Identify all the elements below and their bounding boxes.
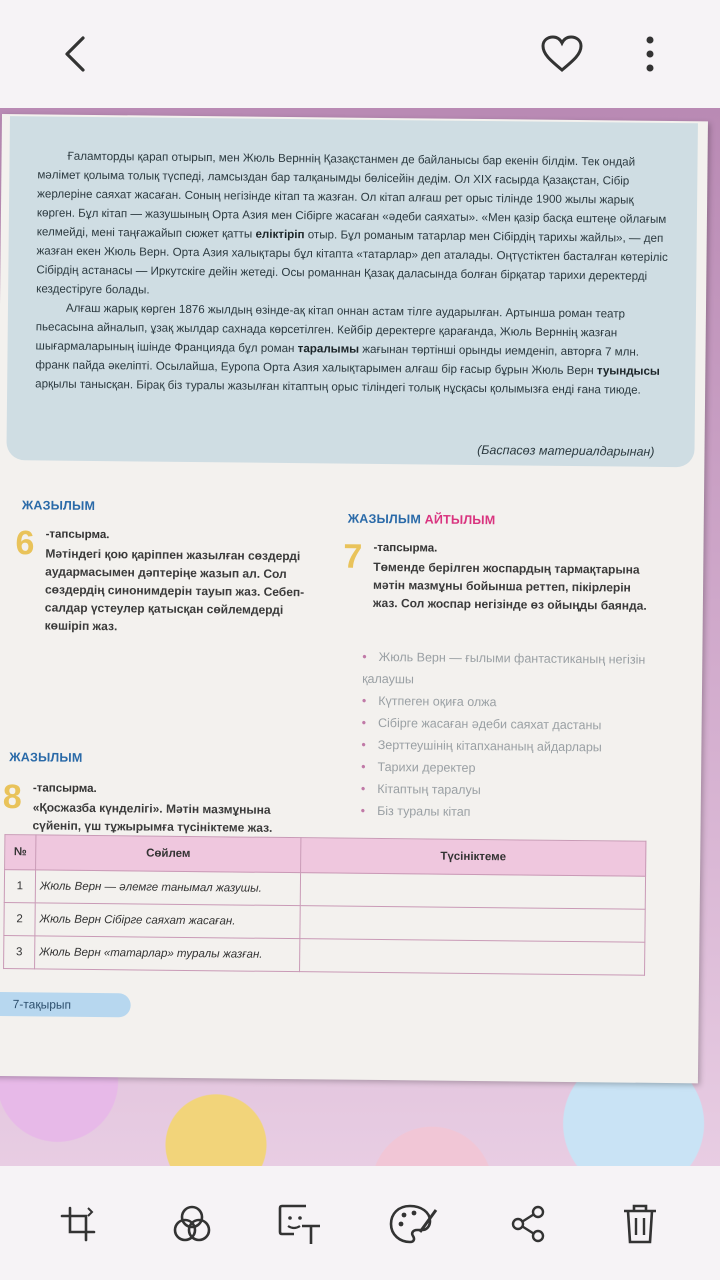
task6-text: Мәтіндегі қою қаріппен жазылған сөздерді аудармасымен дәптеріңе жазып ал. Сол сөздердің синонимдерін тауып жаз. Себеп-салдар үстеулер қатысқан сөйлемдерді көшіріп жаз. [44, 546, 305, 634]
favorite-button[interactable] [532, 24, 592, 84]
reading-passage [35, 146, 670, 400]
topic-label: 7-тақырып [0, 992, 131, 1017]
task7-heading-writing: ЖАЗЫЛЫМ [347, 511, 422, 527]
trash-icon [620, 1202, 660, 1246]
task7-heading [348, 512, 496, 528]
text-sticker-button[interactable] [270, 1194, 330, 1254]
row-sentence: Жюль Верн «татарлар» туралы жазған. [35, 936, 300, 972]
row-sentence: Жюль Верн Сібірге саяхат жасаған. [35, 903, 300, 939]
back-arrow-icon [59, 34, 93, 74]
more-options-button[interactable] [620, 24, 680, 84]
text-sticker-icon [276, 1202, 324, 1246]
paragraph-1: Ғаламторды қарап отырып, мен Жюль Верннің Қазақстанмен де байланысы бар екенін білдім. Тек ондай мәлімет қолыма толық түспеді, ламсыздан бар талқанымды бөлісейін дедім. Ол XIX ғасырда Қазақстан, Сібір жерлеріне саяхат жасаған. Соның негізінде кітап та жазған. Ол кітап алғаш рет орыс тілінде 1900 жылы жарық көрген. Бұл кітап — жазушының Орта Азия мен Сібірге жасаған «әдеби саяхаты». «Мен қазір басқа ештеңе ойлағым келмейді, мені таңғажайып сюжет қатты [36, 149, 667, 241]
paragraph-2: Алғаш жарық көрген 1876 жылдың өзінде-ақ кітап оннан астам тілге аударылған. Артынша роман театр пьесасына айналып, ұзақ жылдар сахнада көрсетілген. Кейбір деректерге қарағанда, Жюль Верннің жазған шығармаларының ішінде Францияда бұл роман [35, 301, 626, 356]
task7-heading-speaking: АЙТЫЛЫМ [424, 512, 496, 528]
filter-button[interactable] [162, 1194, 222, 1254]
palette-icon [388, 1202, 440, 1246]
top-toolbar [0, 0, 720, 108]
textbook-page [0, 114, 708, 1083]
task7-plan-list [361, 646, 663, 825]
task7-text: Төменде берілген жоспардың тармақтарына мәтін мазмұны бойынша реттеп, пікірлерін жаз. Сол жоспар негізінде өз ойыңды баянда. [372, 559, 647, 613]
header-comment: Түсініктеме [301, 838, 646, 877]
list-item: • Кітаптың таралуы [361, 778, 661, 803]
list-item: • Жюль Верн — ғылыми фантастиканың негізін қалаушы [362, 646, 662, 693]
list-item: • Зерттеушінің кітапхананың айдарлары [361, 734, 661, 759]
source-citation: (Баспасөз материалдарынан) [477, 442, 655, 459]
header-sentence: Сөйлем [36, 835, 301, 873]
row-sentence: Жюль Верн — әлемге танымал жазушы. [35, 870, 300, 906]
bottom-toolbar [0, 1166, 720, 1280]
task6-heading: ЖАЗЫЛЫМ [21, 498, 96, 513]
task6-label: -тапсырма. [45, 528, 110, 542]
row-comment [300, 873, 645, 910]
list-item: • Күтпеген оқиға олжа [362, 690, 662, 715]
delete-button[interactable] [610, 1194, 670, 1254]
task8-number: 8 [2, 778, 22, 817]
paint-button[interactable] [384, 1194, 444, 1254]
list-item: • Тарихи деректер [361, 756, 661, 781]
paragraph-2b: жағынан төртінші орынды иемденіп, авторға 7 млн. франк пайда әкеліпті. Осылайша, Еуропа Орта Азия халықтарымен алғаш бір ғасыр бұрын Жюль Верн [35, 342, 640, 378]
filter-icon [170, 1204, 214, 1244]
task6-number: 6 [15, 524, 35, 563]
task8-text: «Қосжазба күнделігі». Мәтін мазмұнына сүйеніп, үш тұжырымға түсініктеме жаз. [32, 800, 273, 835]
task8-label: -тапсырма. [32, 782, 97, 796]
table-row [4, 936, 645, 976]
task8-heading: ЖАЗЫЛЫМ [9, 750, 83, 765]
heart-icon [540, 34, 584, 74]
task7-number: 7 [343, 537, 363, 576]
back-button[interactable] [46, 24, 106, 84]
share-icon [508, 1204, 548, 1244]
row-number: 1 [4, 870, 35, 903]
list-item: • Біз туралы кітап [361, 800, 661, 825]
crop-rotate-icon [58, 1204, 98, 1244]
row-comment [300, 906, 645, 943]
paragraph-1b: отыр. Бұл романым татарлар мен Сібірдің тарихы жайлы», — деп жазған екен Жюль Верн. Орта Азия халықтары бұл кітапта «татарлар» деп аталады. Оңтүстіктен басталған көтеріліс Сібірдің астанасы — Иркутскіге дейін жетеді. Осы романнан Қазақ даласында болған бірқатар тарихи деректерді кездестіруге болады. [36, 228, 668, 297]
bold-word-1: еліктіріп [255, 227, 305, 242]
row-number: 3 [4, 936, 35, 969]
task7-label: -тапсырма. [373, 541, 438, 555]
more-vertical-icon [644, 34, 656, 74]
list-item: • Сібірге жасаған әдеби саяхат дастаны [362, 712, 662, 737]
crop-button[interactable] [48, 1194, 108, 1254]
photo-viewer[interactable] [0, 108, 720, 1166]
paragraph-2c: арқылы танысқан. Бірақ біз туралы жазылған кітаптың орыс тіліндегі толық нұсқасы қолымызға енді ғана тиюде. [35, 377, 641, 397]
row-number: 2 [4, 903, 35, 936]
reading-passage-box [6, 116, 698, 467]
bold-word-2: таралымы [297, 342, 360, 356]
header-number: № [5, 835, 36, 870]
share-button[interactable] [498, 1194, 558, 1254]
journal-table [3, 834, 646, 976]
row-comment [300, 939, 645, 976]
bold-word-3: туындысы [596, 364, 660, 378]
